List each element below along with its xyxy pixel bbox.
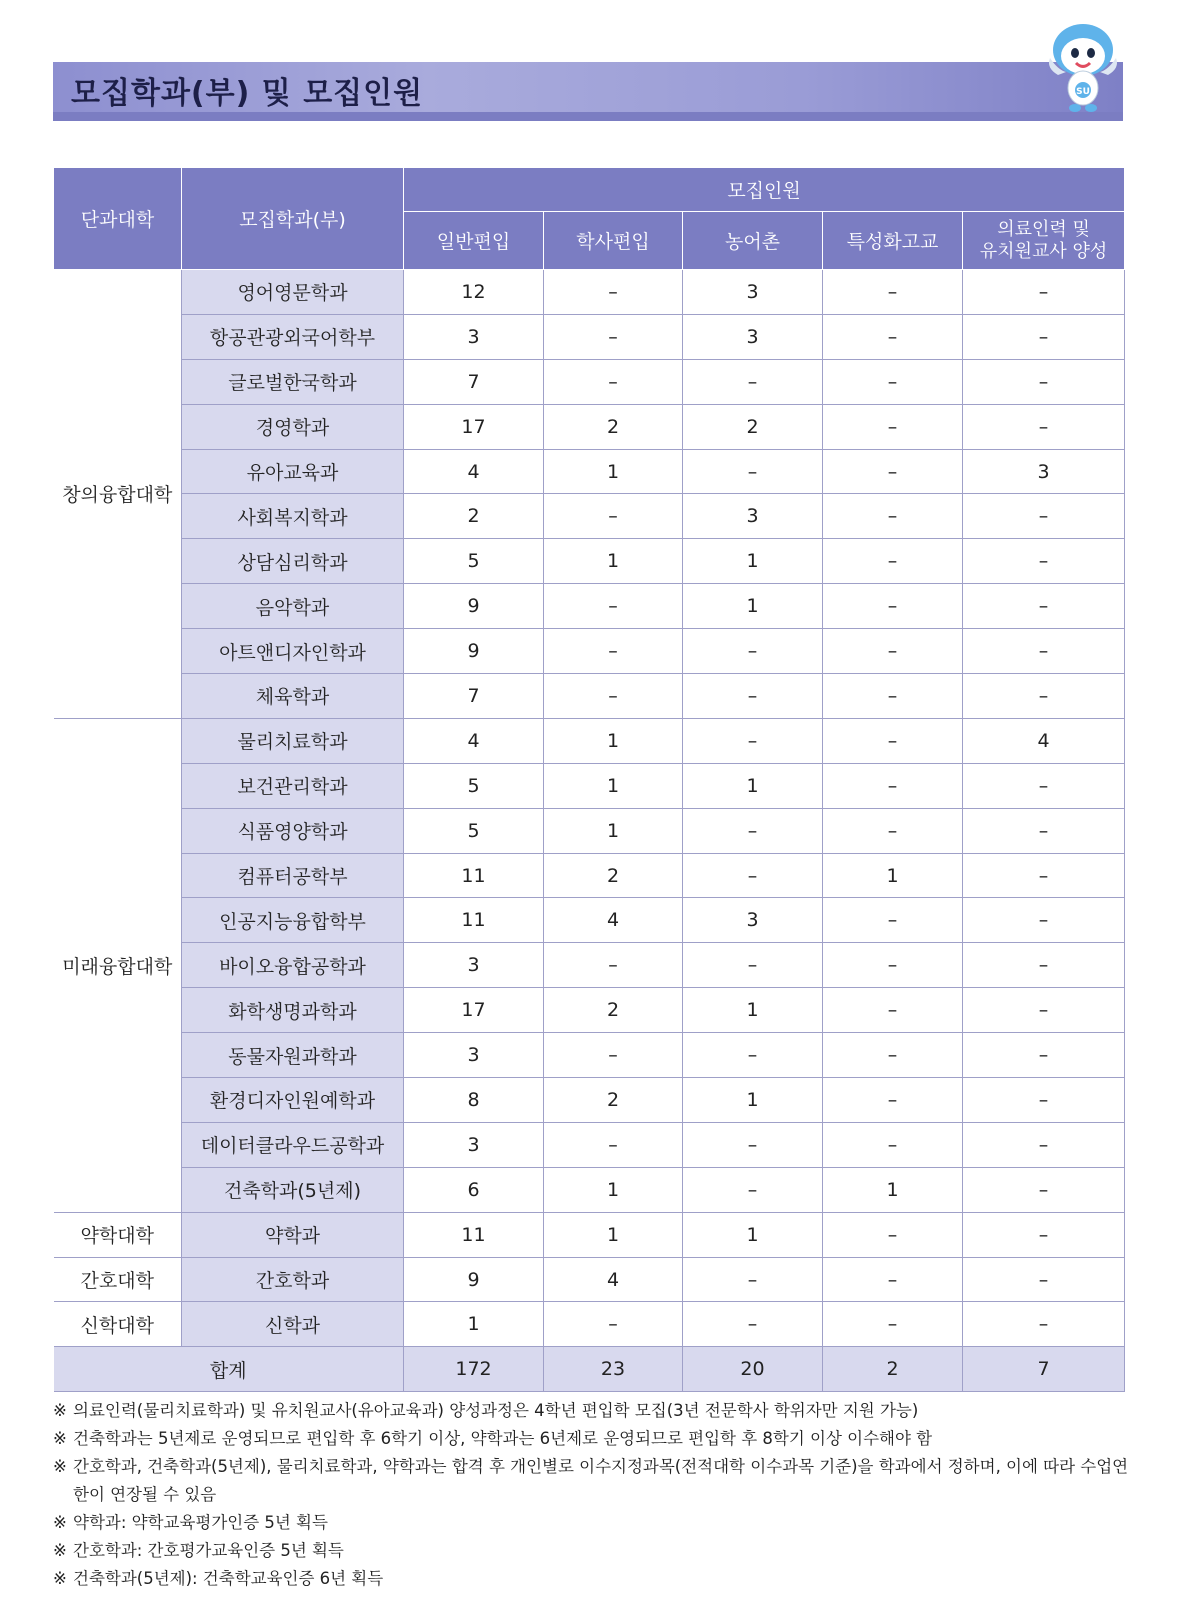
quota-cell: – (683, 718, 823, 763)
department-name: 건축학과(5년제) (182, 1167, 404, 1212)
mascot-illustration (1044, 20, 1122, 116)
table-row (54, 898, 1125, 943)
department-name: 경영학과 (182, 404, 404, 449)
quota-cell: – (823, 629, 963, 674)
quota-cell: 7 (404, 359, 544, 404)
footnote-item (53, 1397, 1133, 1425)
quota-cell: – (544, 584, 683, 629)
quota-cell: – (544, 1122, 683, 1167)
quota-cell: – (963, 674, 1125, 719)
quota-cell: 1 (683, 1212, 823, 1257)
quota-cell: 4 (404, 449, 544, 494)
quota-cell: – (823, 404, 963, 449)
quota-cell: – (963, 1212, 1125, 1257)
quota-cell: – (823, 943, 963, 988)
quota-cell: 3 (963, 449, 1125, 494)
quota-cell: – (683, 359, 823, 404)
quota-cell: – (823, 1257, 963, 1302)
quota-cell: – (823, 674, 963, 719)
table-row (54, 270, 1125, 315)
table-row (54, 718, 1125, 763)
quota-cell: 1 (544, 1212, 683, 1257)
quota-cell: 12 (404, 270, 544, 315)
quota-cell: 8 (404, 1078, 544, 1123)
department-name: 데이터클라우드공학과 (182, 1122, 404, 1167)
department-name: 보건관리학과 (182, 763, 404, 808)
quota-cell: – (963, 314, 1125, 359)
quota-cell: 17 (404, 404, 544, 449)
quota-cell: – (963, 1302, 1125, 1347)
quota-cell: 5 (404, 808, 544, 853)
quota-cell: – (823, 584, 963, 629)
table-row (54, 674, 1125, 719)
quota-cell: 9 (404, 584, 544, 629)
department-name: 물리치료학과 (182, 718, 404, 763)
table-row (54, 853, 1125, 898)
footnote-item (53, 1565, 1133, 1593)
quota-cell: – (963, 404, 1125, 449)
section-title-bar (53, 62, 1123, 121)
quota-cell: 11 (404, 898, 544, 943)
footnote-text: 의료인력(물리치료학과) 및 유치원교사(유아교육과) 양성과정은 4학년 편입학 모집(3년 전문학사 학위자만 지원 가능) (73, 1401, 919, 1420)
quota-cell: 3 (683, 898, 823, 943)
table-row (54, 1167, 1125, 1212)
quota-cell: 2 (544, 853, 683, 898)
quota-cell: 1 (823, 1167, 963, 1212)
quota-cell: – (823, 1122, 963, 1167)
quota-cell: – (963, 629, 1125, 674)
department-name: 바이오융합공학과 (182, 943, 404, 988)
header-subcol: 의료인력 및 유치원교사 양성 (963, 212, 1125, 270)
quota-cell: – (683, 1302, 823, 1347)
quota-cell: 1 (544, 1167, 683, 1212)
quota-cell: – (823, 808, 963, 853)
table-row (54, 494, 1125, 539)
header-quota-group: 모집인원 (404, 168, 1125, 212)
total-cell: 172 (404, 1347, 544, 1392)
department-name: 화학생명과학과 (182, 988, 404, 1033)
quota-cell: – (963, 988, 1125, 1033)
department-name: 식품영양학과 (182, 808, 404, 853)
header-subcol: 일반편입 (404, 212, 544, 270)
quota-cell: 6 (404, 1167, 544, 1212)
quota-cell: 2 (544, 988, 683, 1033)
quota-cell: 1 (544, 763, 683, 808)
quota-cell: 9 (404, 629, 544, 674)
table-row (54, 539, 1125, 584)
quota-cell: – (683, 943, 823, 988)
quota-cell: 17 (404, 988, 544, 1033)
quota-cell: – (823, 988, 963, 1033)
quota-cell: – (544, 270, 683, 315)
reference-mark-icon: ※ (53, 1457, 67, 1476)
quota-cell: 1 (404, 1302, 544, 1347)
department-name: 글로벌한국학과 (182, 359, 404, 404)
quota-cell: 11 (404, 1212, 544, 1257)
footnote-item (53, 1537, 1133, 1565)
table-row (54, 1033, 1125, 1078)
quota-cell: 9 (404, 1257, 544, 1302)
footnote-text: 간호학과: 간호평가교육인증 5년 획득 (73, 1541, 344, 1560)
college-name: 약학대학 (54, 1212, 182, 1257)
table-row (54, 1212, 1125, 1257)
mascot-badge: SU (1076, 87, 1090, 97)
header-subcol: 특성화고교 (823, 212, 963, 270)
department-name: 환경디자인원예학과 (182, 1078, 404, 1123)
quota-cell: – (963, 898, 1125, 943)
quota-cell: – (963, 763, 1125, 808)
quota-cell: – (963, 270, 1125, 315)
reference-mark-icon: ※ (53, 1541, 67, 1560)
quota-cell: 3 (404, 1122, 544, 1167)
quota-cell: – (544, 1302, 683, 1347)
quota-cell: – (683, 1167, 823, 1212)
department-name: 사회복지학과 (182, 494, 404, 539)
quota-cell: 1 (683, 584, 823, 629)
quota-cell: 3 (683, 314, 823, 359)
quota-cell: – (683, 449, 823, 494)
table-row (54, 988, 1125, 1033)
quota-cell: – (683, 1257, 823, 1302)
quota-cell: – (963, 1078, 1125, 1123)
quota-cell: – (823, 1302, 963, 1347)
table-row (54, 449, 1125, 494)
department-name: 영어영문학과 (182, 270, 404, 315)
quota-cell: 1 (683, 1078, 823, 1123)
table-row (54, 943, 1125, 988)
quota-cell: – (963, 808, 1125, 853)
quota-cell: 3 (683, 494, 823, 539)
department-name: 인공지능융합학부 (182, 898, 404, 943)
quota-cell: 3 (404, 1033, 544, 1078)
table-row (54, 1122, 1125, 1167)
department-name: 동물자원과학과 (182, 1033, 404, 1078)
table-row (54, 1302, 1125, 1347)
quota-cell: 7 (404, 674, 544, 719)
header-subcol: 학사편입 (544, 212, 683, 270)
footnote-item (53, 1425, 1133, 1453)
footnotes (53, 1397, 1133, 1593)
quota-cell: – (963, 853, 1125, 898)
department-name: 아트앤디자인학과 (182, 629, 404, 674)
quota-cell: – (683, 674, 823, 719)
footnote-text: 약학과: 약학교육평가인증 5년 획득 (73, 1513, 328, 1532)
college-name: 미래융합대학 (54, 718, 182, 1212)
quota-cell: – (544, 494, 683, 539)
quota-cell: 4 (544, 898, 683, 943)
college-name: 간호대학 (54, 1257, 182, 1302)
quota-cell: – (823, 1033, 963, 1078)
quota-cell: 1 (544, 808, 683, 853)
table-row (54, 808, 1125, 853)
quota-cell: – (683, 629, 823, 674)
quota-cell: – (963, 1257, 1125, 1302)
quota-cell: – (544, 359, 683, 404)
department-name: 약학과 (182, 1212, 404, 1257)
total-row (54, 1347, 1125, 1392)
total-cell: 2 (823, 1347, 963, 1392)
quota-cell: 4 (404, 718, 544, 763)
quota-cell: – (963, 584, 1125, 629)
footnote-text: 간호학과, 건축학과(5년제), 물리치료학과, 약학과는 합격 후 개인별로 이수지정과목(전적대학 이수과목 기준)을 학과에서 정하며, 이에 따라 수업연한이 연장될 수 있음 (73, 1457, 1129, 1504)
quota-cell: – (963, 494, 1125, 539)
header-department: 모집학과(부) (182, 168, 404, 270)
table-row (54, 763, 1125, 808)
quota-cell: – (823, 270, 963, 315)
header-college: 단과대학 (54, 168, 182, 270)
quota-cell: 2 (404, 494, 544, 539)
department-name: 컴퓨터공학부 (182, 853, 404, 898)
reference-mark-icon: ※ (53, 1513, 67, 1532)
quota-cell: 3 (404, 943, 544, 988)
quota-cell: 5 (404, 763, 544, 808)
quota-cell: – (963, 359, 1125, 404)
quota-cell: – (963, 1167, 1125, 1212)
quota-cell: – (823, 1078, 963, 1123)
total-cell: 23 (544, 1347, 683, 1392)
quota-cell: – (823, 359, 963, 404)
quota-cell: – (823, 539, 963, 584)
quota-cell: 2 (683, 404, 823, 449)
department-name: 상담심리학과 (182, 539, 404, 584)
college-name: 창의융합대학 (54, 270, 182, 719)
quota-cell: 1 (683, 539, 823, 584)
quota-cell: 4 (963, 718, 1125, 763)
footnote-text: 건축학과는 5년제로 운영되므로 편입학 후 6학기 이상, 약학과는 6년제로 운영되므로 편입학 후 8학기 이상 이수해야 함 (73, 1429, 933, 1448)
quota-cell: 5 (404, 539, 544, 584)
quota-cell: – (544, 314, 683, 359)
department-name: 체육학과 (182, 674, 404, 719)
table-row (54, 359, 1125, 404)
department-name: 신학과 (182, 1302, 404, 1347)
quota-cell: 1 (683, 988, 823, 1033)
quota-cell: – (544, 943, 683, 988)
total-cell: 7 (963, 1347, 1125, 1392)
quota-cell: – (683, 1033, 823, 1078)
college-name: 신학대학 (54, 1302, 182, 1347)
table-row (54, 629, 1125, 674)
table-row (54, 1078, 1125, 1123)
department-name: 음악학과 (182, 584, 404, 629)
page-title: 모집학과(부) 및 모집인원 (71, 76, 424, 111)
quota-cell: 1 (683, 763, 823, 808)
quota-cell: – (823, 314, 963, 359)
header-subcol: 농어촌 (683, 212, 823, 270)
quota-cell: 1 (823, 853, 963, 898)
quota-cell: – (823, 718, 963, 763)
department-name: 유아교육과 (182, 449, 404, 494)
total-cell: 20 (683, 1347, 823, 1392)
table-row (54, 584, 1125, 629)
quota-cell: – (823, 449, 963, 494)
reference-mark-icon: ※ (53, 1569, 67, 1588)
quota-cell: 3 (683, 270, 823, 315)
quota-cell: 2 (544, 404, 683, 449)
quota-cell: 1 (544, 718, 683, 763)
department-name: 간호학과 (182, 1257, 404, 1302)
quota-cell: – (823, 763, 963, 808)
quota-cell: – (544, 1033, 683, 1078)
quota-cell: 3 (404, 314, 544, 359)
footnote-item (53, 1509, 1133, 1537)
reference-mark-icon: ※ (53, 1429, 67, 1448)
quota-cell: – (963, 1033, 1125, 1078)
total-label: 합계 (54, 1347, 404, 1392)
department-name: 항공관광외국어학부 (182, 314, 404, 359)
footnote-item (53, 1453, 1133, 1509)
quota-cell: – (683, 1122, 823, 1167)
table-row (54, 1257, 1125, 1302)
quota-cell: – (544, 674, 683, 719)
quota-cell: – (683, 853, 823, 898)
quota-cell: – (683, 808, 823, 853)
quota-cell: 1 (544, 539, 683, 584)
quota-cell: – (544, 629, 683, 674)
quota-cell: – (823, 494, 963, 539)
quota-cell: – (823, 898, 963, 943)
quota-cell: – (963, 943, 1125, 988)
quota-cell: 4 (544, 1257, 683, 1302)
quota-cell: – (963, 539, 1125, 584)
quota-cell: 11 (404, 853, 544, 898)
table-row (54, 314, 1125, 359)
quota-cell: – (963, 1122, 1125, 1167)
quota-cell: 1 (544, 449, 683, 494)
quota-cell: – (823, 1212, 963, 1257)
table-row (54, 404, 1125, 449)
reference-mark-icon: ※ (53, 1401, 67, 1420)
footnote-text: 건축학과(5년제): 건축학교육인증 6년 획득 (73, 1569, 384, 1588)
recruitment-table (53, 167, 1125, 1392)
quota-cell: 2 (544, 1078, 683, 1123)
